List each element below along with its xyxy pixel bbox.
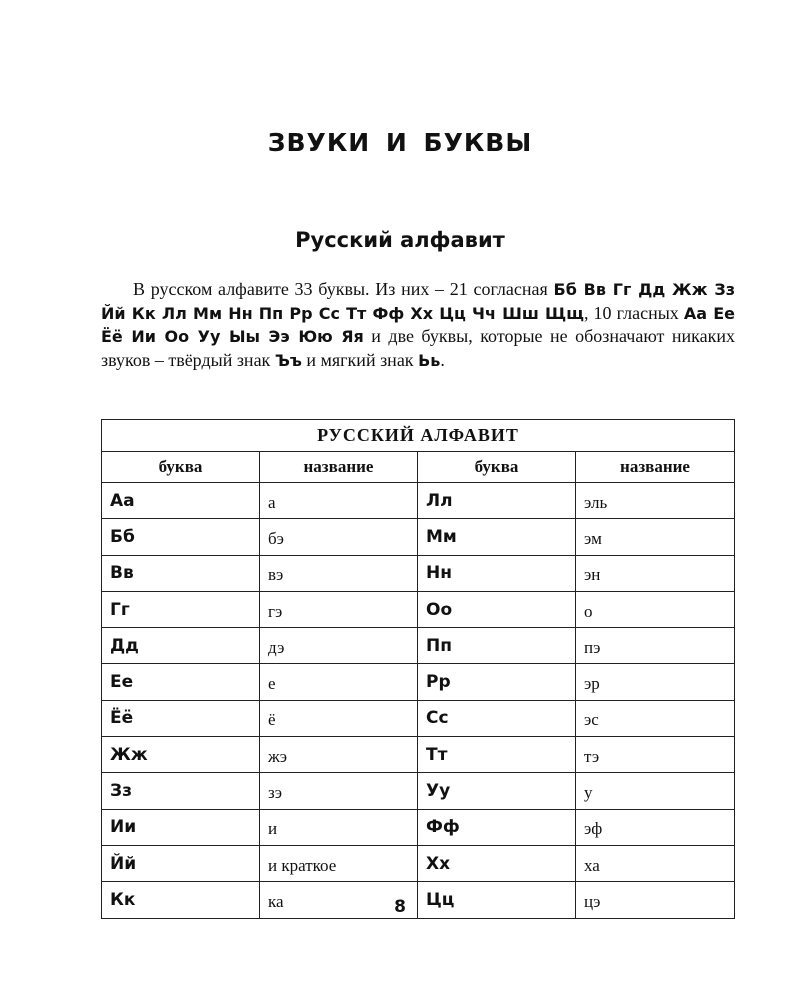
letter-name-cell: цэ <box>576 882 735 918</box>
letter-cell: Оо <box>418 591 576 627</box>
letter-cell: Хх <box>418 845 576 881</box>
letter-name-cell: бэ <box>260 519 418 555</box>
letter-cell: Вв <box>102 555 260 591</box>
vowel-letters: Аа Ее Ёё Ии Оо Уу Ыы Ээ Юю Яя <box>101 303 736 346</box>
letter-name-cell: эль <box>576 483 735 519</box>
letter-cell: Ее <box>102 664 260 700</box>
soft-sign-letter: Ьь <box>418 350 441 370</box>
letter-cell: Кк <box>102 882 260 918</box>
column-header-letter: буква <box>418 452 576 483</box>
letter-name-cell: тэ <box>576 737 735 773</box>
letter-name-cell: гэ <box>260 591 418 627</box>
letter-name-cell: вэ <box>260 555 418 591</box>
letter-name-cell: эн <box>576 555 735 591</box>
letter-name-cell: ка <box>260 882 418 918</box>
table-row <box>102 845 735 881</box>
letter-cell: Аа <box>102 483 260 519</box>
letter-cell: Йй <box>102 845 260 881</box>
letter-name-cell: ё <box>260 700 418 736</box>
letter-name-cell: эр <box>576 664 735 700</box>
table-row <box>102 700 735 736</box>
letter-cell: Дд <box>102 628 260 664</box>
column-header-name: название <box>260 452 418 483</box>
letter-cell: Жж <box>102 737 260 773</box>
table-row <box>102 519 735 555</box>
letter-name-cell: о <box>576 591 735 627</box>
consonant-letters: Бб Вв Гг Дд Жж Зз Йй Кк Лл Мм Нн Пп Рр Сс Тт Фф Хх Цц Чч Шш Щщ <box>101 280 736 323</box>
column-header-letter: буква <box>102 452 260 483</box>
letter-cell: Зз <box>102 773 260 809</box>
table-row <box>102 664 735 700</box>
letter-cell: Тт <box>418 737 576 773</box>
section-title: Русский алфавит <box>295 228 505 252</box>
letter-name-cell: у <box>576 773 735 809</box>
page-number: 8 <box>394 897 406 917</box>
table-caption: РУССКИЙ АЛФАВИТ <box>102 420 735 452</box>
letter-name-cell: ха <box>576 845 735 881</box>
letter-name-cell: дэ <box>260 628 418 664</box>
letter-cell: Мм <box>418 519 576 555</box>
letter-name-cell: и <box>260 809 418 845</box>
letter-cell: Лл <box>418 483 576 519</box>
hard-sign-letter: Ъъ <box>274 350 302 370</box>
letter-cell: Гг <box>102 591 260 627</box>
intro-paragraph <box>101 278 735 372</box>
intro-text-5: . <box>440 349 445 370</box>
intro-text-1: В русском алфавите 33 буквы. Из них – 21 согласная <box>133 279 554 299</box>
letter-name-cell: е <box>260 664 418 700</box>
table-row <box>102 483 735 519</box>
letter-name-cell: а <box>260 483 418 519</box>
table-row <box>102 773 735 809</box>
intro-text-3: и две буквы, которые не обозначают никаких звуков – твёрдый знак <box>101 326 735 370</box>
table-row <box>102 555 735 591</box>
letter-cell: Ии <box>102 809 260 845</box>
letter-name-cell: зэ <box>260 773 418 809</box>
letter-cell: Пп <box>418 628 576 664</box>
column-header-name: название <box>576 452 735 483</box>
letter-name-cell: эм <box>576 519 735 555</box>
intro-text-4: и мягкий знак <box>301 349 419 370</box>
letter-name-cell: эс <box>576 700 735 736</box>
letter-name-cell: жэ <box>260 737 418 773</box>
letter-cell: Фф <box>418 809 576 845</box>
letter-cell: Бб <box>102 519 260 555</box>
table-row <box>102 737 735 773</box>
table-row <box>102 591 735 627</box>
table-row <box>102 809 735 845</box>
letter-name-cell: пэ <box>576 628 735 664</box>
letter-name-cell: эф <box>576 809 735 845</box>
letter-cell: Рр <box>418 664 576 700</box>
letter-cell: Ёё <box>102 700 260 736</box>
letter-name-cell: и краткое <box>260 845 418 881</box>
letter-cell: Сс <box>418 700 576 736</box>
page-title: ЗВУКИ И БУКВЫ <box>267 128 533 157</box>
intro-text-2: , 10 гласных <box>583 302 684 323</box>
letter-cell: Цц <box>418 882 576 918</box>
letter-cell: Уу <box>418 773 576 809</box>
table-row <box>102 628 735 664</box>
letter-cell: Нн <box>418 555 576 591</box>
alphabet-table <box>101 419 735 919</box>
